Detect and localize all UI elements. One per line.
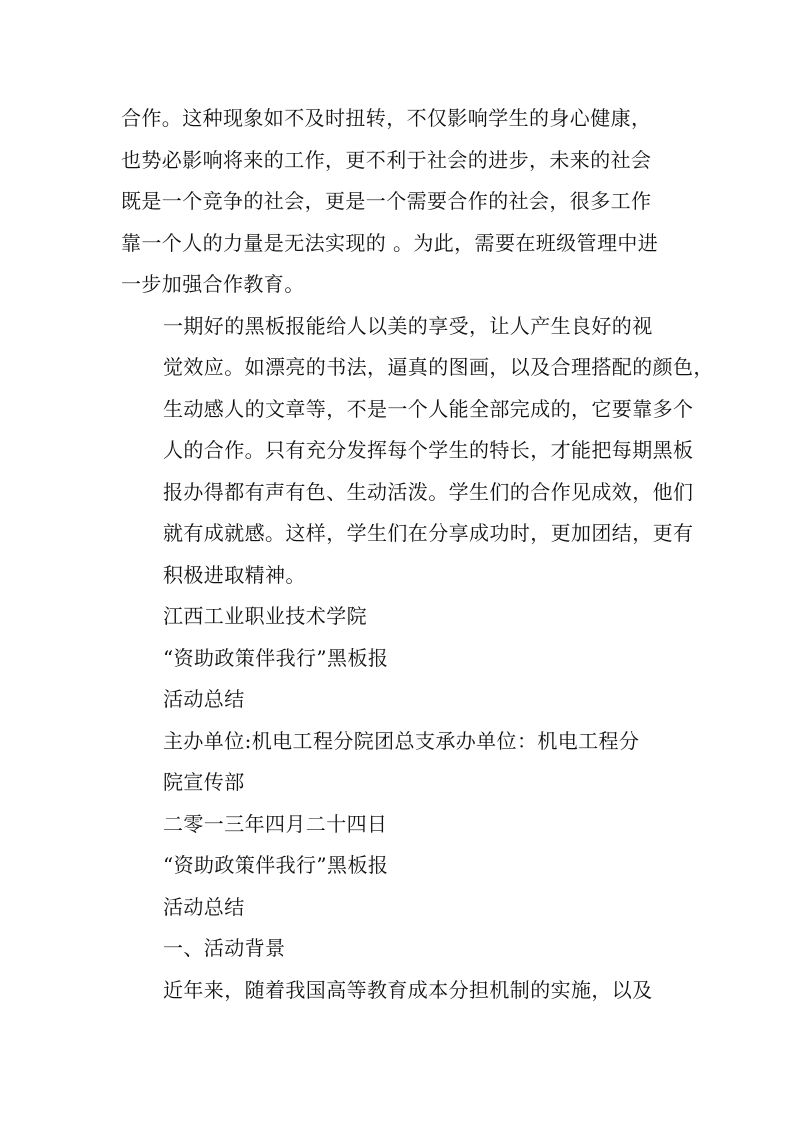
text-line: 积极进取精神。 bbox=[163, 562, 306, 587]
document-body bbox=[121, 98, 714, 1011]
paragraph bbox=[121, 596, 673, 638]
text-line: 人的合作。只有充分发挥每个学生的特长，才能把每期黑板 bbox=[163, 438, 694, 462]
text-line: 靠一个人的力量是无法实现的 。为此，需要在班级管理中进 bbox=[121, 230, 659, 255]
paragraph bbox=[121, 721, 673, 804]
paragraph bbox=[121, 887, 673, 929]
paragraph bbox=[121, 845, 673, 887]
paragraph bbox=[121, 98, 673, 306]
text-line: 合作。这种现象如不及时扭转，不仅影响学生的身心健康， bbox=[121, 106, 652, 130]
text-line: 一、活动背景 bbox=[163, 936, 286, 960]
text-line: 一期好的黑板报能给人以美的享受，让人产生良好的视 bbox=[163, 313, 653, 338]
text-line: 近年来，随着我国高等教育成本分担机制的实施，以及 bbox=[163, 977, 653, 1002]
paragraph bbox=[121, 638, 673, 680]
paragraph bbox=[121, 679, 673, 721]
text-line: 生动感人的文章等，不是一个人能全部完成的，它要靠多个 bbox=[163, 396, 694, 421]
text-line: 也势必影响将来的工作，更不利于社会的进步，未来的社会 bbox=[121, 147, 652, 172]
text-line: 江西工业职业技术学院 bbox=[163, 604, 367, 628]
text-line: 院宣传部 bbox=[163, 770, 245, 794]
paragraph bbox=[121, 970, 673, 1012]
text-line: 二零一三年四月二十四日 bbox=[163, 811, 388, 836]
paragraph bbox=[121, 928, 673, 970]
text-line: 活动总结 bbox=[163, 894, 245, 919]
text-line: 觉效应。如漂亮的书法，逼真的图画，以及合理搭配的颜色， bbox=[163, 355, 714, 379]
paragraph bbox=[121, 804, 673, 846]
paragraph bbox=[121, 306, 714, 597]
text-line: 主办单位:机电工程分院团总支承办单位：机电工程分 bbox=[163, 728, 640, 753]
text-line: 活动总结 bbox=[163, 687, 245, 711]
text-line: 既是一个竞争的社会，更是一个需要合作的社会，很多工作 bbox=[121, 189, 652, 213]
text-line: 就有成就感。这样，学生们在分享成功时，更加团结，更有 bbox=[163, 521, 694, 545]
text-line: “资助政策伴我行”黑板报 bbox=[163, 853, 389, 877]
text-line: 报办得都有声有色、生动活泼。学生们的合作见成效，他们 bbox=[163, 479, 694, 504]
text-line: 一步加强合作教育。 bbox=[121, 272, 305, 296]
text-line: “资助政策伴我行”黑板报 bbox=[163, 645, 389, 670]
